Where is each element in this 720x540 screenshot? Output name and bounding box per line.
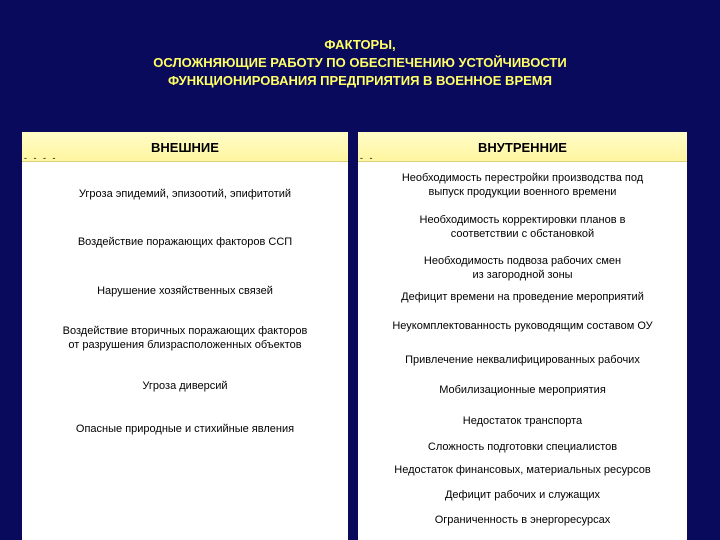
- internal-factors-panel: [358, 132, 687, 540]
- external-factor: Угроза эпидемий, эпизоотий, эпифитотий: [78, 188, 292, 200]
- external-header-label: ВНЕШНИЕ: [151, 140, 219, 155]
- external-factors-panel: [22, 132, 348, 540]
- internal-factor: Необходимость перестройки производства под: [401, 172, 644, 184]
- external-factor: Воздействие поражающих факторов ССП: [77, 236, 293, 248]
- slide-title: [0, 36, 720, 90]
- external-factor: Опасные природные и стихийные явления: [75, 423, 295, 435]
- internal-factor: Дефицит времени на проведение мероприятий: [401, 291, 644, 303]
- external-factor: Угроза диверсий: [142, 380, 228, 392]
- internal-factor: Недостаток финансовых, материальных ресурсов: [394, 464, 651, 476]
- title-line-3: ФУНКЦИОНИРОВАНИЯ ПРЕДПРИЯТИЯ В ВОЕННОЕ ВРЕМЯ: [168, 73, 552, 88]
- title-line-1: ФАКТОРЫ,: [324, 37, 396, 52]
- internal-header-label: ВНУТРЕННИЕ: [478, 140, 567, 155]
- external-factor: от разрушения близрасположенных объектов: [68, 339, 302, 351]
- external-factor: Воздействие вторичных поражающих факторов: [62, 325, 308, 337]
- internal-factor: из загородной зоны: [472, 269, 573, 281]
- internal-factor: Неукомплектованность руководящим составом ОУ: [392, 320, 653, 332]
- external-header-marks: - - - -: [24, 153, 58, 163]
- internal-header: [358, 132, 687, 162]
- internal-factor: Мобилизационные мероприятия: [439, 384, 606, 396]
- internal-factor: Необходимость корректировки планов в: [419, 214, 626, 226]
- title-line-2: ОСЛОЖНЯЮЩИЕ РАБОТУ ПО ОБЕСПЕЧЕНИЮ УСТОЙЧИВОСТИ: [153, 55, 567, 70]
- internal-factor: соответствии с обстановкой: [450, 228, 595, 240]
- internal-factor: выпуск продукции военного времени: [428, 186, 617, 198]
- external-factor: Нарушение хозяйственных связей: [97, 285, 273, 297]
- external-header: [22, 132, 348, 162]
- internal-factor: Необходимость подвоза рабочих смен: [423, 255, 622, 267]
- internal-factor: Привлечение неквалифицированных рабочих: [405, 354, 640, 366]
- internal-factor: Дефицит рабочих и служащих: [444, 489, 601, 501]
- internal-factor: Недостаток транспорта: [462, 415, 583, 427]
- internal-factor: Ограниченность в энергоресурсах: [434, 514, 611, 526]
- internal-factor: Сложность подготовки специалистов: [427, 441, 618, 453]
- internal-header-marks: - -: [360, 153, 375, 163]
